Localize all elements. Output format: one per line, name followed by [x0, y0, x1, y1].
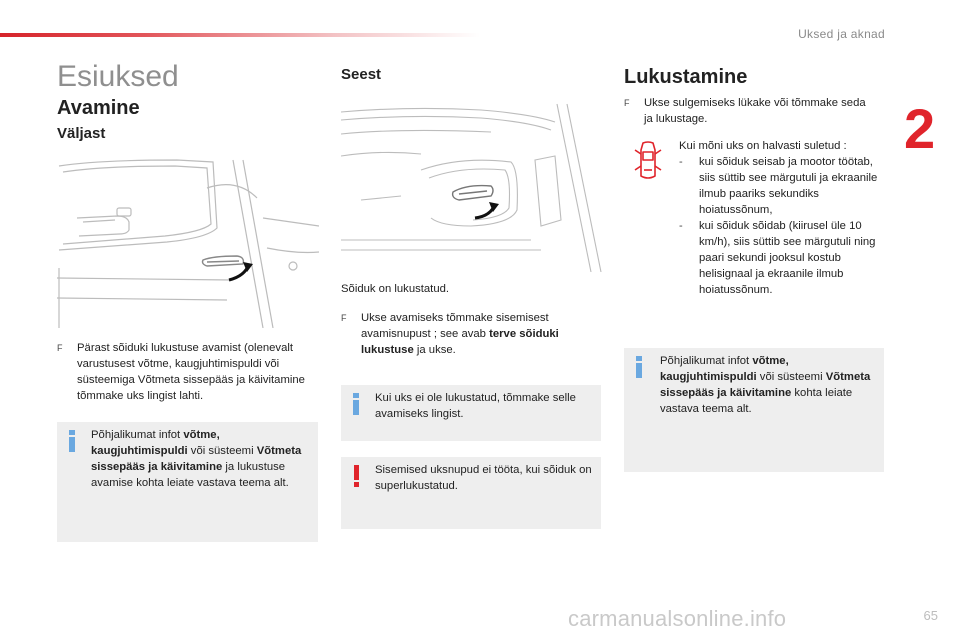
info-text-part: või süsteemi	[187, 445, 257, 457]
info-icon	[634, 356, 646, 378]
info-text-part: ja lukustuse avamise kohta leiate vastava teema alt.	[91, 461, 289, 489]
info-text-bold: võtme, kaugjuhtimispuldi	[91, 429, 220, 457]
bullet-close-and-lock	[624, 95, 874, 127]
info-box-unlocked	[341, 385, 601, 441]
bullet-open-from-outside	[57, 340, 319, 404]
subheading-seest: Seest	[341, 66, 382, 83]
locked-status-text: Sõiduk on lukustatud.	[341, 283, 450, 295]
info-text	[91, 427, 311, 491]
door-warning-item-moving	[679, 218, 889, 298]
info-text-part: Põhjalikumat infot	[91, 429, 184, 441]
heading-lukustamine: Lukustamine	[624, 66, 748, 88]
page-number: 65	[923, 608, 938, 623]
info-text: Kui uks ei ole lukustatud, tõmmake selle avamiseks lingist.	[375, 392, 576, 420]
info-text-bold: Võtmeta sissepääs ja käivitamine	[91, 445, 302, 473]
bullet-text-bold: terve sõiduki lukustuse	[361, 328, 559, 356]
item-marker: -	[679, 156, 683, 168]
page-title: Esiuksed	[57, 60, 179, 93]
watermark: carmanualsonline.info	[568, 606, 787, 631]
section-title: Uksed ja aknad	[798, 27, 885, 41]
interior-door-handle-illustration	[341, 100, 603, 272]
bullet-text: Ukse sulgemiseks lükake või tõmmake seda ja lukustage.	[644, 97, 866, 125]
info-text-bold: võtme, kaugjuhtimispuldi	[660, 355, 789, 383]
chapter-number: 2	[904, 97, 936, 160]
info-icon	[351, 393, 363, 415]
bullet-text-part: Ukse avamiseks tõmmake sisemisest avamisnupust ; see avab	[361, 312, 549, 340]
heading-avamine: Avamine	[57, 97, 140, 119]
bullet-text: Pärast sõiduki lukustuse avamist (olenevalt varustusest võtme, kaugjuhtimispuldi või süsteemiga Võtmeta sissepääs ja käivitamine tõmmake uks lingist lahti.	[77, 342, 305, 402]
info-text-part: Põhjalikumat infot	[660, 355, 753, 367]
info-text	[660, 353, 875, 417]
item-marker: -	[679, 220, 683, 232]
info-text-part: või süsteemi	[756, 371, 826, 383]
warning-box-superlock	[341, 457, 601, 529]
door-open-warning-icon	[634, 140, 662, 184]
info-icon	[67, 430, 79, 452]
door-warning-item-text: kui sõiduk sõidab (kiirusel üle 10 km/h), siis süttib see märgutuli ning paari sekundi jooksul kostub helisignaal ja ekraanile ilmub hoiatussõnum.	[699, 220, 876, 296]
bullet-marker: F	[341, 313, 347, 323]
bullet-open-from-inside	[341, 310, 601, 358]
door-warning-intro: Kui mõni uks on halvasti suletud :	[679, 140, 847, 152]
door-warning-item-text: kui sõiduk seisab ja mootor töötab, siis süttib see märgutuli ja ekraanile ilmub paariks sekundiks hoiatussõnum,	[699, 156, 878, 216]
bullet-marker: F	[57, 343, 63, 353]
exterior-door-handle-illustration	[57, 158, 319, 328]
info-box-keys	[57, 422, 318, 542]
header-accent-bar	[0, 33, 480, 37]
bullet-marker: F	[624, 98, 630, 108]
warning-text: Sisemised uksnupud ei tööta, kui sõiduk on superlukustatud.	[375, 464, 592, 492]
bullet-text	[361, 310, 601, 358]
warning-icon	[352, 465, 362, 487]
door-warning-item-stationary	[679, 154, 889, 218]
subheading-valjast: Väljast	[57, 125, 106, 142]
info-box-keys-lock	[624, 348, 884, 472]
info-text-part: kohta leiate vastava teema alt.	[660, 387, 853, 415]
bullet-text-part: ja ukse.	[413, 344, 456, 356]
info-text-bold: Võtmeta sissepääs ja käivitamine	[660, 371, 871, 399]
